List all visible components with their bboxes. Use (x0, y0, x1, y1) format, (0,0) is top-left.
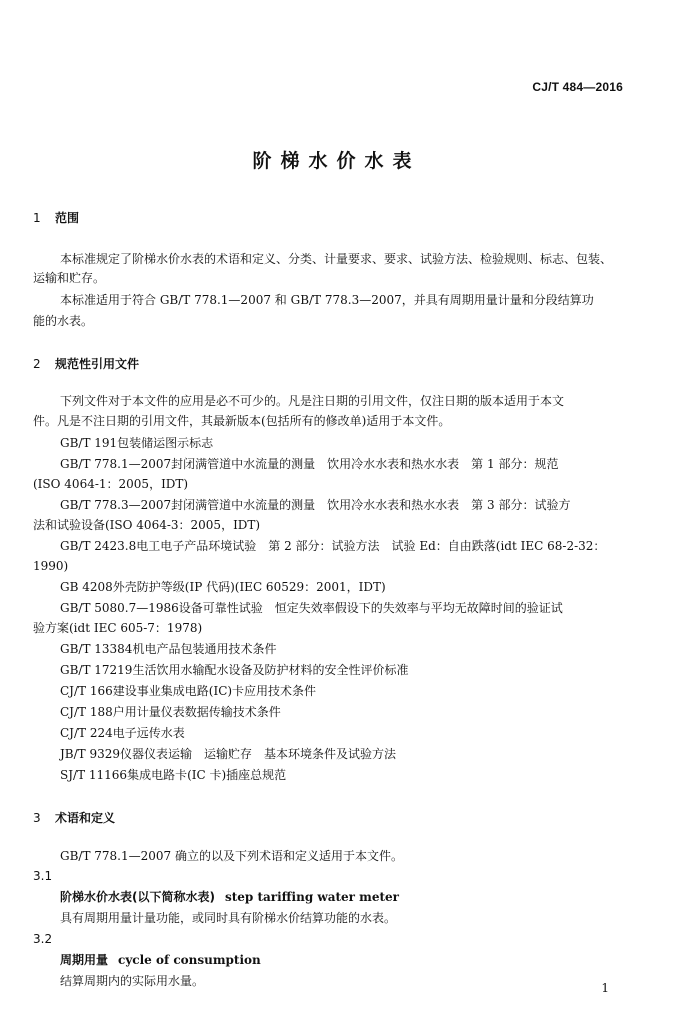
term-number: 3.1 (33, 869, 53, 883)
reference-code: GB 4208 (60, 580, 113, 594)
term-name-en: cycle of consumption (118, 953, 261, 967)
term-name-en: step tariffing water meter (224, 890, 400, 904)
term-name-cn: 阶梯水价水表(以下简称水表) (60, 890, 215, 904)
reference-title: 户用计量仪表数据传输技术条件 (112, 705, 281, 719)
reference-line (60, 704, 630, 720)
reference-title: 电工电子产品环境试验 第 2 部分：试验方法 试验 Ed：自由跌落(idt IEC 68-2-32： (136, 539, 606, 553)
term-heading (60, 889, 630, 905)
reference-line (60, 435, 630, 451)
reference-line (60, 641, 630, 657)
reference-line (60, 662, 630, 678)
page-number: 1 (601, 981, 609, 995)
reference-code: SJ/T 11166 (60, 768, 128, 782)
term-definition: 具有周期用量计量功能，或同时具有阶梯水价结算功能的水表。 (60, 911, 397, 925)
section-number: 3 (33, 811, 41, 825)
paragraph-line: GB/T 778.1—2007 确立的以及下列术语和定义适用于本文件。 (60, 849, 403, 863)
reference-title: 生活饮用水输配水设备及防护材料的安全性评价标准 (132, 663, 409, 677)
reference-title: 包装储运图示标志 (117, 436, 214, 450)
reference-title: 封闭满管道中水流量的测量 饮用冷水水表和热水水表 第 1 部分：规范 (171, 457, 559, 471)
document-title: 阶梯水价水表 (252, 150, 421, 172)
reference-title: 外壳防护等级(IP 代码)(IEC 60529：2001，IDT) (112, 580, 386, 594)
section-number: 2 (33, 357, 41, 371)
paragraph-line: 件。凡是不注日期的引用文件，其最新版本(包括所有的修改单)适用于本文件。 (33, 414, 451, 428)
reference-line (60, 746, 630, 762)
reference-line (60, 456, 630, 472)
reference-code: GB/T 2423.8 (60, 539, 137, 553)
term-number: 3.2 (33, 932, 53, 946)
reference-continuation: 法和试验设备(ISO 4064-3：2005，IDT) (33, 518, 261, 532)
reference-code: GB/T 778.1—2007 (60, 457, 172, 471)
reference-continuation: 验方案(idt IEC 605-7：1978) (33, 621, 203, 635)
reference-line (60, 538, 630, 554)
standard-code: CJ/T 484—2016 (532, 80, 623, 94)
term-definition: 结算周期内的实际用水量。 (60, 974, 205, 988)
reference-code: CJ/T 224 (60, 726, 113, 740)
reference-line (60, 600, 630, 616)
reference-title: 集成电路卡(IC 卡)插座总规范 (127, 768, 287, 782)
paragraph-line: 本标准规定了阶梯水价水表的术语和定义、分类、计量要求、要求、试验方法、检验规则、标志、包装、 (60, 252, 613, 266)
reference-title: 设备可靠性试验 恒定失效率假设下的失效率与平均无故障时间的验证试 (178, 601, 563, 615)
reference-line (60, 767, 630, 783)
section-heading-normative-references (33, 356, 633, 372)
paragraph-line: 运输和贮存。 (33, 271, 106, 285)
reference-code: GB/T 17219 (60, 663, 133, 677)
reference-code: GB/T 191 (60, 436, 118, 450)
reference-code: CJ/T 166 (60, 684, 113, 698)
reference-title: 封闭满管道中水流量的测量 饮用冷水水表和热水水表 第 3 部分：试验方 (171, 498, 571, 512)
reference-line (60, 497, 630, 513)
reference-title: 建设事业集成电路(IC)卡应用技术条件 (112, 684, 317, 698)
reference-continuation: 1990) (33, 559, 69, 573)
reference-title: 电子远传水表 (112, 726, 185, 740)
reference-code: GB/T 5080.7—1986 (60, 601, 179, 615)
paragraph-line: 能的水表。 (33, 314, 94, 328)
reference-line (60, 725, 630, 741)
section-heading-scope (33, 210, 633, 226)
section-title: 范围 (55, 211, 80, 225)
section-heading-terms (33, 810, 633, 826)
term-heading (60, 952, 630, 968)
reference-code: GB/T 13384 (60, 642, 133, 656)
reference-continuation: (ISO 4064-1：2005，IDT) (33, 477, 189, 491)
paragraph-line: 本标准适用于符合 GB/T 778.1—2007 和 GB/T 778.3—2007，并具有周期用量计量和分段结算功 (60, 293, 594, 307)
term-name-cn: 周期用量 (60, 953, 109, 967)
reference-line (60, 683, 630, 699)
section-title: 术语和定义 (55, 811, 116, 825)
section-number: 1 (33, 211, 41, 225)
reference-line (60, 579, 630, 595)
reference-code: JB/T 9329 (60, 747, 121, 761)
reference-title: 机电产品包装通用技术条件 (132, 642, 277, 656)
paragraph-line: 下列文件对于本文件的应用是必不可少的。凡是注日期的引用文件，仅注日期的版本适用于本文 (60, 394, 565, 408)
section-title: 规范性引用文件 (55, 357, 140, 371)
reference-title: 仪器仪表运输 运输贮存 基本环境条件及试验方法 (120, 747, 397, 761)
reference-code: GB/T 778.3—2007 (60, 498, 172, 512)
reference-code: CJ/T 188 (60, 705, 113, 719)
